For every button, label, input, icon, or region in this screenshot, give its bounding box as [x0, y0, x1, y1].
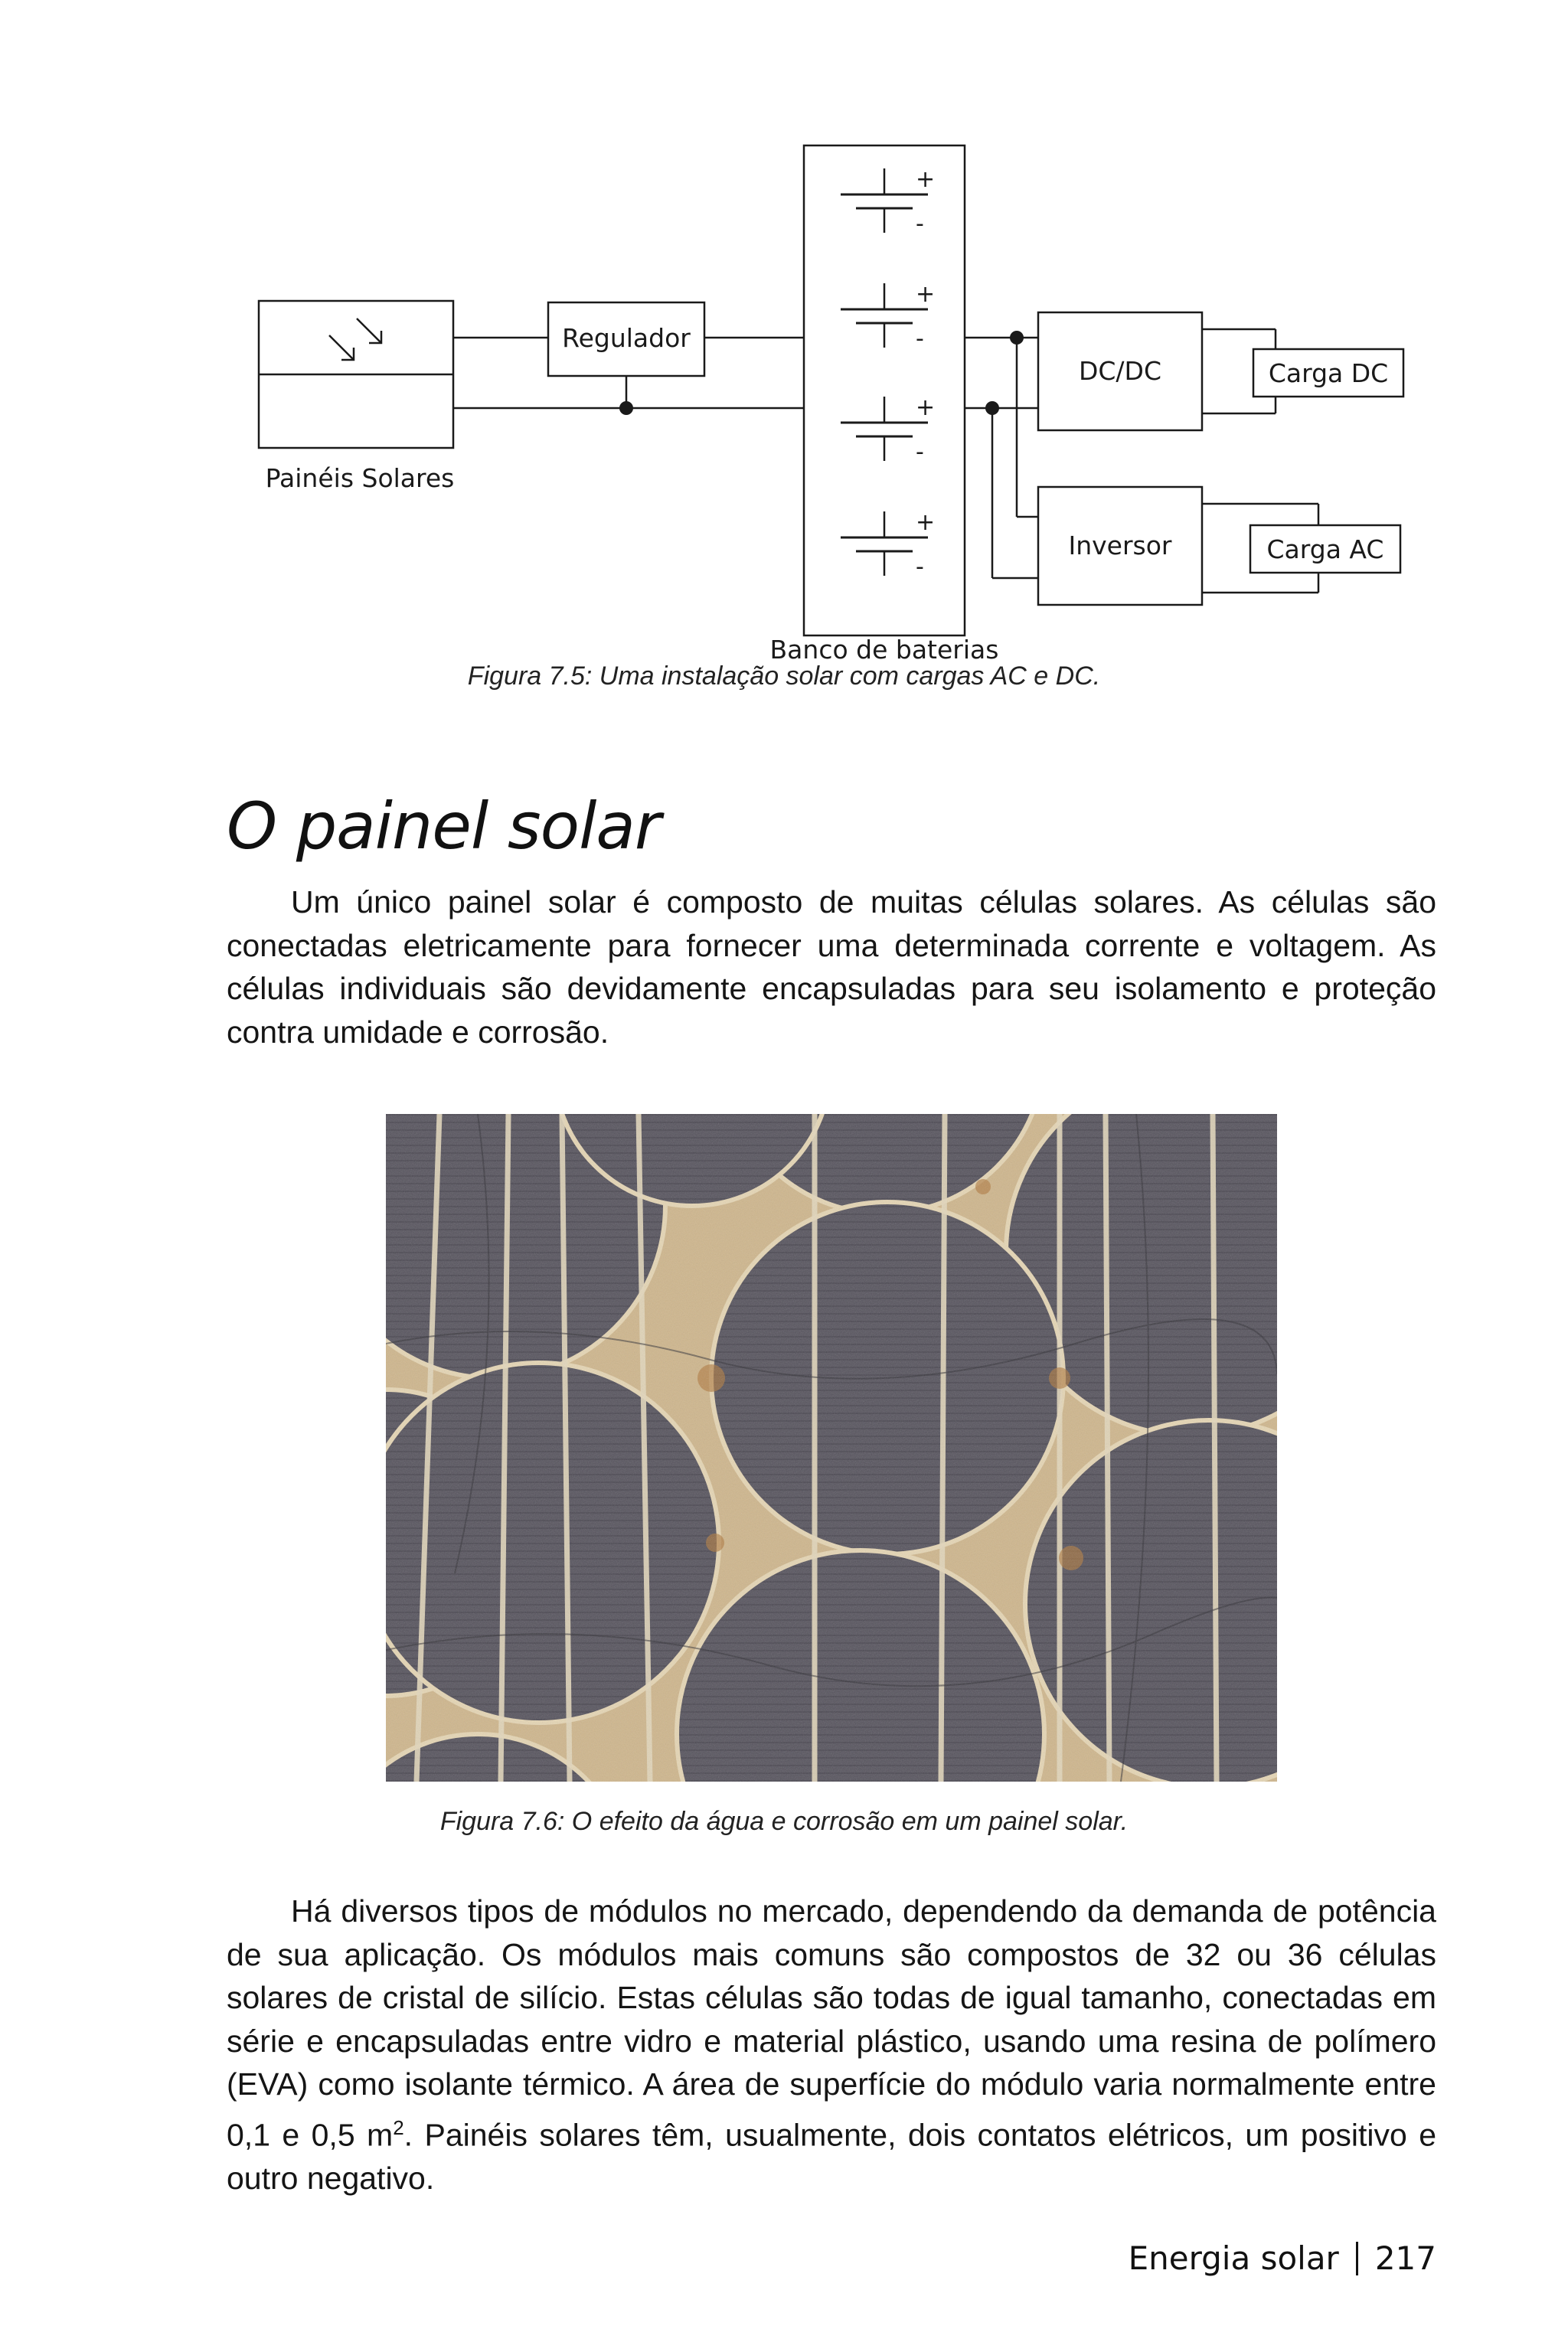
para2-text-b: . Painéis solares têm, usualmente, dois contatos elétricos, um positivo e outro negativo. — [227, 2117, 1437, 2196]
battery-minus-label: - — [916, 554, 924, 580]
battery-cell-icon — [841, 166, 935, 237]
figure-7-5-caption: Figura 7.5: Uma instalação solar com cargas AC e DC. — [467, 662, 1101, 691]
figure-7-6-caption: Figura 7.6: O efeito da água e corrosão em um painel solar. — [439, 1807, 1129, 1836]
ac-load-label: Carga AC — [1266, 534, 1384, 564]
footer-separator — [1356, 2242, 1358, 2275]
inverter-label: Inversor — [1068, 531, 1172, 560]
square-meter-superscript: 2 — [393, 2115, 404, 2139]
dcdc-label: DC/DC — [1078, 356, 1162, 386]
section-heading: O painel solar — [227, 789, 661, 864]
sunlight-arrows-icon — [329, 318, 381, 360]
battery-plus-label: + — [916, 166, 936, 193]
solar-installation-diagram — [0, 0, 1568, 689]
battery-cell-icon — [841, 281, 935, 352]
chapter-title: Energia solar — [1128, 2239, 1339, 2277]
battery-minus-label: - — [916, 439, 924, 466]
battery-plus-label: + — [916, 509, 936, 536]
battery-bank-label: Banco de baterias — [769, 635, 999, 665]
body-paragraph-1: Um único painel solar é composto de muitas células solares. As células são conectadas eletricamente para fornecer uma determinada corrente e voltagem. As células individuais são devidamente encapsuladas para seu isolamento e proteção contra umidade e corrosão. — [227, 884, 1436, 1050]
battery-plus-label: + — [916, 394, 936, 421]
corroded-solar-panel-photo — [386, 1114, 1277, 1782]
solar-panels-label: Painéis Solares — [265, 463, 455, 493]
dc-load-label: Carga DC — [1268, 358, 1389, 388]
page-footer — [1129, 2239, 1436, 2277]
regulator-label: Regulador — [562, 323, 691, 353]
battery-cells — [841, 166, 935, 580]
battery-plus-label: + — [916, 281, 936, 308]
body-paragraph-2 — [227, 1890, 1436, 2200]
battery-minus-label: - — [916, 211, 924, 237]
para2-text-a: Há diversos tipos de módulos no mercado, dependendo da demanda de potência de sua aplicação. Os módulos mais comuns são compostos de 32 ou 36 células solares de cristal de silício. Estas células são todas de igual tamanho, conectadas em série e encapsuladas entre vidro e material plástico, usando uma resina de polímero (EVA) como isolante térmico. A área de superfície do módulo varia normalmente entre 0,1 e 0,5 m — [227, 1893, 1436, 2153]
battery-cell-icon — [841, 509, 935, 580]
battery-cell-icon — [841, 394, 935, 466]
battery-minus-label: - — [916, 325, 924, 352]
page-number: 217 — [1374, 2239, 1436, 2277]
